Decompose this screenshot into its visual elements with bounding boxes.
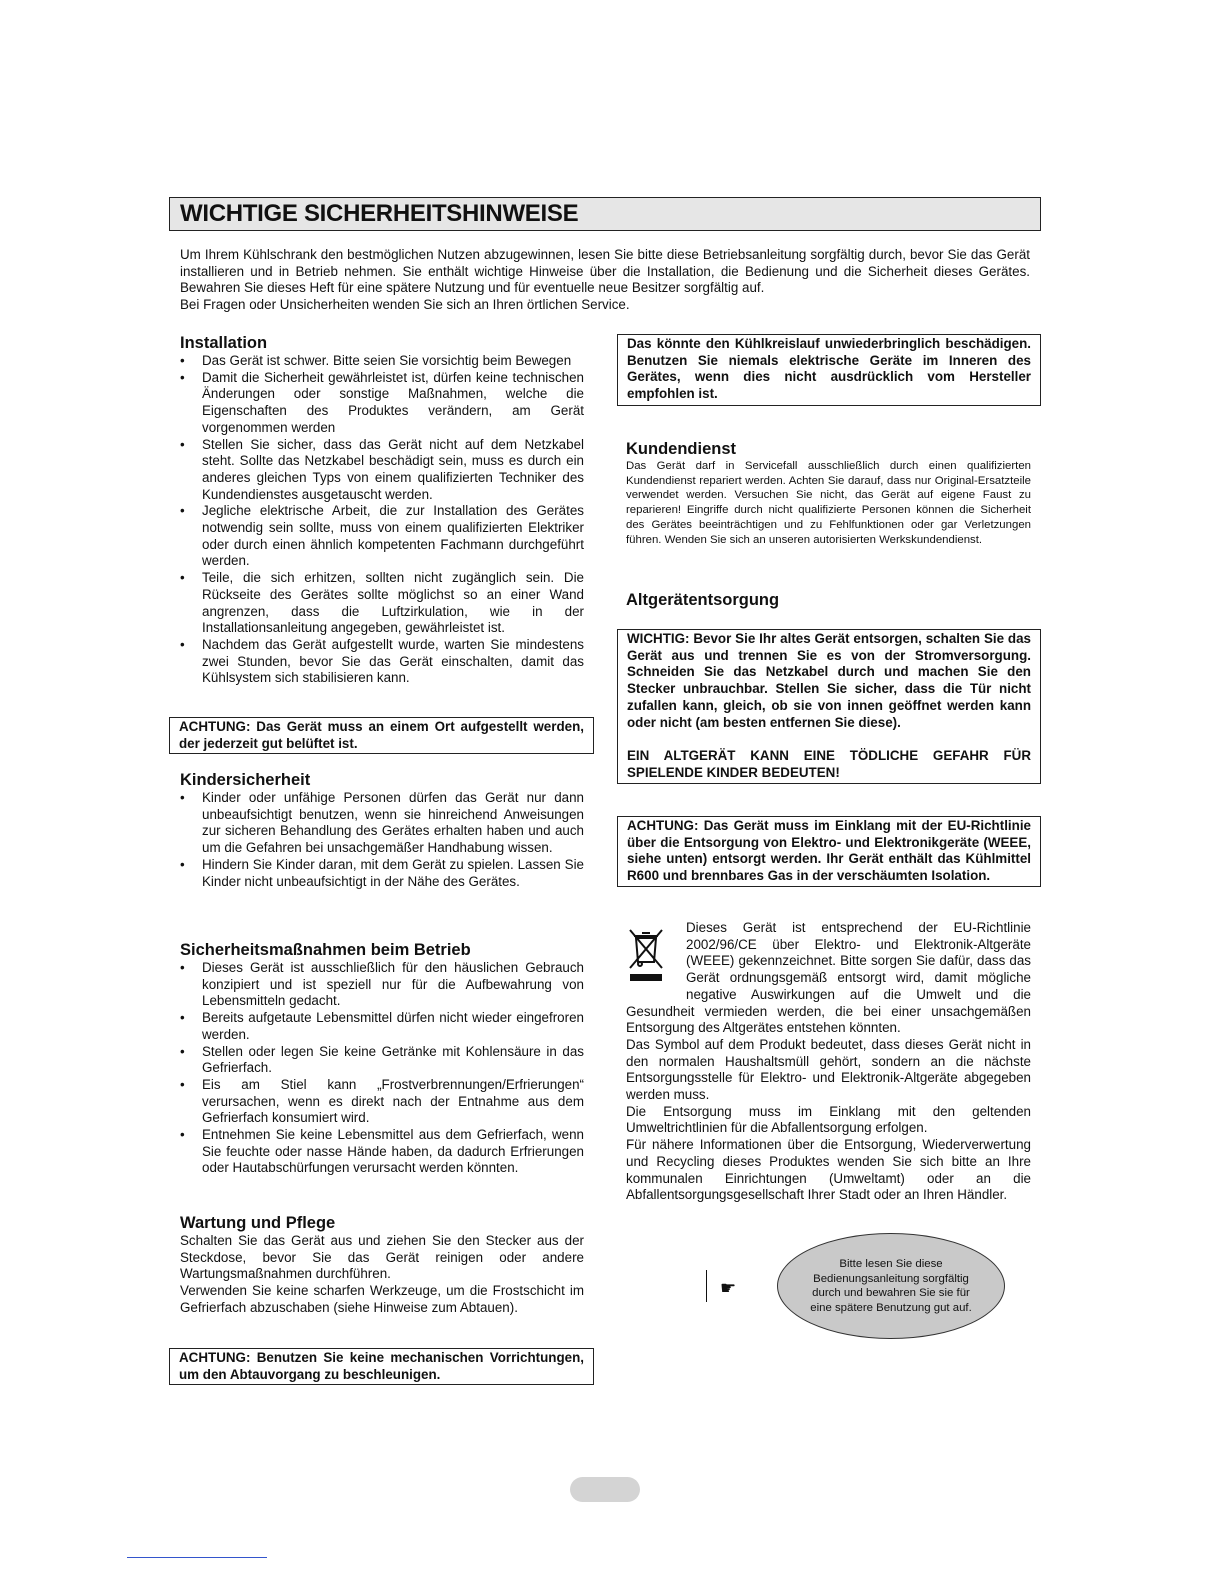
wartung-text-2: Verwenden Sie keine scharfen Werkzeuge, um die Frostschicht im Gefrierfach abzuschaben (siehe Hinweise zum Abtauen). <box>180 1283 584 1315</box>
list-item: • Damit die Sicherheit gewährleistet ist, dürfen keine technischen Änderungen oder sonstige Maßnahmen, welche die Eigenschaften des Produktes verändern, am Gerät vorgenommen werden <box>180 370 584 437</box>
wartung-text: Schalten Sie das Gerät aus und ziehen Sie den Stecker aus der Steckdose, bevor Sie das Gerät reinigen oder andere Wartungsmaßnahmen durchführen. <box>180 1233 584 1282</box>
crossed-bin-icon <box>626 926 678 988</box>
note-text: Bitte lesen Sie diese Bedienungsanleitung sorgfältig durch und bewahren Sie sie für eine spätere Benutzung gut auf. <box>810 1258 972 1314</box>
list-item: • Stellen oder legen Sie keine Getränke mit Kohlensäure in das Gefrierfach. <box>180 1044 584 1077</box>
list-item: • Eis am Stiel kann „Frostverbrennungen/Erfrierungen“ verursachen, wenn es direkt nach der Entnahme aus dem Gefrierfach konsumiert wird. <box>180 1077 584 1127</box>
list-item: • Stellen Sie sicher, dass das Gerät nicht auf dem Netzkabel steht. Sollte das Netzkabel beschädigt sein, muss es durch ein anderes gleichen Typs von einem qualifizierten Techniker des Kundendienstes ausgetauscht werden. <box>180 437 584 504</box>
gefahr-text: EIN ALTGERÄT KANN EINE TÖDLICHE GEFAHR FÜR SPIELENDE KINDER BEDEUTEN! <box>627 747 1031 780</box>
achtung-weee-box: ACHTUNG: Das Gerät muss im Einklang mit der EU-Richtlinie über die Entsorgung von Elektro- und Elektronikgeräte (WEEE, siehe unten) entsorgt werden. Ihr Gerät enthält das Kühlmittel R600 und brennbares Gas in der verschäumten Isolation. <box>617 816 1041 887</box>
wartung-warning: ACHTUNG: Benutzen Sie keine mechanischen Vorrichtungen, um den Abtauvorgang zu beschleunigen. <box>169 1348 594 1385</box>
pointing-hand-icon: ☛ <box>720 1278 737 1298</box>
installation-list <box>180 353 584 687</box>
page-title: WICHTIGE SICHERHEITSHINWEISE <box>180 200 579 227</box>
weee-section <box>626 920 1031 1204</box>
kundendienst-heading: Kundendienst <box>626 440 736 458</box>
right-top-box <box>617 334 1041 406</box>
title-box <box>169 197 1041 231</box>
weee-text-3: Die Entsorgung muss im Einklang mit den geltenden Umweltrichtlinien für die Abfallentsorgung erfolgen. <box>626 1103 1031 1136</box>
wichtig-box <box>617 629 1041 784</box>
box-text: Das könnte den Kühlkreislauf unwiederbringlich beschädigen. <box>627 336 1031 351</box>
list-item: • Jegliche elektrische Arbeit, die zur Installation des Gerätes notwendig sein sollte, muss von einem qualifizierten Elektriker oder durch einen ähnlich kompetenten Fachmann durchgeführt werden. <box>180 503 584 570</box>
footer-line <box>127 1557 267 1558</box>
divider <box>706 1270 707 1302</box>
list-item: • Das Gerät ist schwer. Bitte seien Sie vorsichtig beim Bewegen <box>180 353 584 370</box>
intro <box>180 247 1030 314</box>
list-item: • Bereits aufgetaute Lebensmittel dürfen nicht wieder eingefroren werden. <box>180 1010 584 1043</box>
list-item: • Teile, die sich erhitzen, sollten nicht zugänglich sein. Die Rückseite des Gerätes sollte möglichst so an einer Wand angrenzen, dass die Luftzirkulation, wie in der Installationsanleitung angegeben, gewährleistet ist. <box>180 570 584 637</box>
weee-text: Dieses Gerät ist entsprechend der EU-Richtlinie 2002/96/CE über Elektro- und Elektronik-Altgeräte (WEEE) gekennzeichnet. Bitte sorgen Sie dafür, dass das Gerät ordnungsgemäß entsorgt wird, damit mögliche negative Auswirkungen auf die Umwelt und die Gesundheit vermieden werden, die bei einer unsachgemäßen Entsorgung des Altgerätes entstehen könnten. <box>626 920 1031 1036</box>
left-column <box>180 334 584 687</box>
kinder-heading: Kindersicherheit <box>180 771 311 789</box>
note-ellipse <box>777 1233 1005 1339</box>
list-item: • Nachdem das Gerät aufgestellt wurde, warten Sie mindestens zwei Stunden, bevor Sie das Gerät einschalten, damit das Kühlsystem sich stabilisieren kann. <box>180 637 584 687</box>
installation-heading: Installation <box>180 334 268 352</box>
kinder-section <box>180 771 584 890</box>
installation-warning: ACHTUNG: Das Gerät muss an einem Ort aufgestellt werden, der jederzeit gut belüftet ist. <box>169 717 594 754</box>
weee-text-2: Das Symbol auf dem Produkt bedeutet, dass dieses Gerät nicht in den normalen Haushaltsmüll gehört, sondern an die nächste Entsorgungsstelle für Elektro- und Elektronik-Altgeräte abgegeben werden muss. <box>626 1036 1031 1103</box>
page-number-pill <box>570 1477 640 1502</box>
list-item: • Kinder oder unfähige Personen dürfen das Gerät nur dann unbeaufsichtigt benutzen, wenn sie hinreichend Anweisungen zur sicheren Behandlung des Gerätes erhalten haben und auch um die Gefahren bei unsachgemäßer Handhabung wissen. <box>180 790 584 857</box>
wartung-heading: Wartung und Pflege <box>180 1214 336 1232</box>
kundendienst-section <box>626 440 1031 547</box>
intro-text: Um Ihrem Kühlschrank den bestmöglichen Nutzen abzugewinnen, lesen Sie bitte diese Betriebsanleitung sorgfältig durch, bevor Sie das Gerät installieren und in Betrieb nehmen. Sie enthält wichtige Hinweise über die Installation, die Bedienung und die Sicherheit dieses Gerätes. Bewahren Sie dieses Heft für eine spätere Nutzung und für eventuelle neue Besitzer sorgfältig auf. <box>180 247 1030 296</box>
wichtig-text: WICHTIG: Bevor Sie Ihr altes Gerät entsorgen, schalten Sie das Gerät aus und trennen Sie es von der Stromversorgung. Schneiden Sie das Netzkabel durch und machen Sie den Stecker unbrauchbar. Stellen Sie sicher, dass die Tür nicht zufallen kann, gleich, ob sie von innen geöffnet werden kann oder nicht (am besten entfernen Sie diese). <box>627 631 1031 730</box>
betrieb-heading: Sicherheitsmaßnahmen beim Betrieb <box>180 941 471 959</box>
box-text-2: Benutzen Sie niemals elektrische Geräte im Inneren des Gerätes, wenn dies nicht ausdrücklich vom Hersteller empfohlen ist. <box>627 352 1031 402</box>
entsorgung-heading: Altgerätentsorgung <box>626 591 780 609</box>
betrieb-list <box>180 960 584 1177</box>
betrieb-section <box>180 941 584 1177</box>
list-item: • Entnehmen Sie keine Lebensmittel aus dem Gefrierfach, wenn Sie feuchte oder nasse Hände haben, da dadurch Erfrierungen oder Hautabschürfungen verursacht werden könnten. <box>180 1127 584 1177</box>
wartung-section <box>180 1214 584 1317</box>
list-item: • Dieses Gerät ist ausschließlich für den häuslichen Gebrauch konzipiert und ist speziell nur für die Aufbewahrung von Lebensmitteln gedacht. <box>180 960 584 1010</box>
kinder-list <box>180 790 584 890</box>
weee-text-4: Für nähere Informationen über die Entsorgung, Wiederverwertung und Recycling dieses Produktes wenden Sie sich bitte an Ihre kommunalen Einrichtungen (Umweltamt) oder an die Abfallentsorgungsgesellschaft Ihrer Stadt oder an Ihren Händler. <box>626 1137 1031 1203</box>
intro-text-2: Bei Fragen oder Unsicherheiten wenden Sie sich an Ihren örtlichen Service. <box>180 297 630 313</box>
kundendienst-text: Das Gerät darf in Servicefall ausschließlich durch einen qualifizierten Kundendienst repariert werden. Achten Sie darauf, dass nur Original-Ersatzteile verwendet werden. Versuchen Sie nicht, das Gerät auf eigene Faust zu reparieren! Eingriffe durch nicht qualifizierte Personen können die Sicherheit des Gerätes beeinträchtigen und zu Fehlfunktionen oder gar Verletzungen führen. Wenden Sie sich an unseren autorisierten Werkskundendienst. <box>626 460 1031 546</box>
list-item: • Hindern Sie Kinder daran, mit dem Gerät zu spielen. Lassen Sie Kinder nicht unbeaufsichtigt in der Nähe des Gerätes. <box>180 857 584 890</box>
